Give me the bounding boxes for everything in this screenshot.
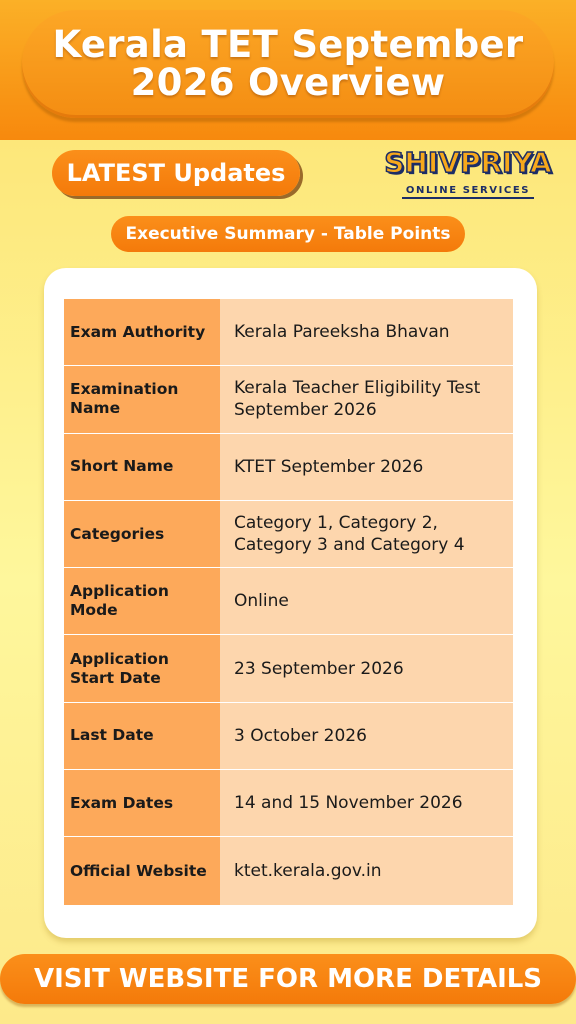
table-row <box>64 837 513 904</box>
title-banner <box>22 10 554 118</box>
row-value: 14 and 15 November 2026 <box>220 770 513 836</box>
brand-name: SHIVPRIYA <box>384 146 552 179</box>
table-row <box>64 366 513 433</box>
table-row <box>64 299 513 366</box>
summary-table <box>64 299 513 905</box>
row-value: 3 October 2026 <box>220 703 513 769</box>
page-title <box>52 23 524 104</box>
row-label: Categories <box>64 501 220 567</box>
row-label: Application Mode <box>64 568 220 634</box>
brand-logo <box>378 148 558 196</box>
row-label: Examination Name <box>64 366 220 432</box>
row-label: Last Date <box>64 703 220 769</box>
row-value: KTET September 2026 <box>220 434 513 500</box>
row-value: Kerala Pareeksha Bhavan <box>220 299 513 365</box>
table-row <box>64 703 513 770</box>
page-title-line-2: 2026 Overview <box>130 61 446 104</box>
table-row <box>64 434 513 501</box>
row-value: Kerala Teacher Eligibility Test September 2026 <box>220 366 513 432</box>
latest-updates-badge: LATEST Updates <box>52 150 300 196</box>
row-value: 23 September 2026 <box>220 635 513 701</box>
row-value: Online <box>220 568 513 634</box>
row-label: Exam Dates <box>64 770 220 836</box>
table-row <box>64 770 513 837</box>
page-title-line-1: Kerala TET September <box>52 23 524 66</box>
visit-website-banner: VISIT WEBSITE FOR MORE DETAILS <box>0 954 576 1004</box>
row-value: ktet.kerala.gov.in <box>220 837 513 904</box>
table-row <box>64 635 513 702</box>
executive-summary-badge: Executive Summary - Table Points <box>111 216 465 252</box>
row-label: Official Website <box>64 837 220 904</box>
row-value: Category 1, Category 2, Category 3 and Category 4 <box>220 501 513 567</box>
table-row <box>64 568 513 635</box>
brand-tagline: ONLINE SERVICES <box>402 185 534 199</box>
row-label: Short Name <box>64 434 220 500</box>
row-label: Application Start Date <box>64 635 220 701</box>
table-row <box>64 501 513 568</box>
row-label: Exam Authority <box>64 299 220 365</box>
